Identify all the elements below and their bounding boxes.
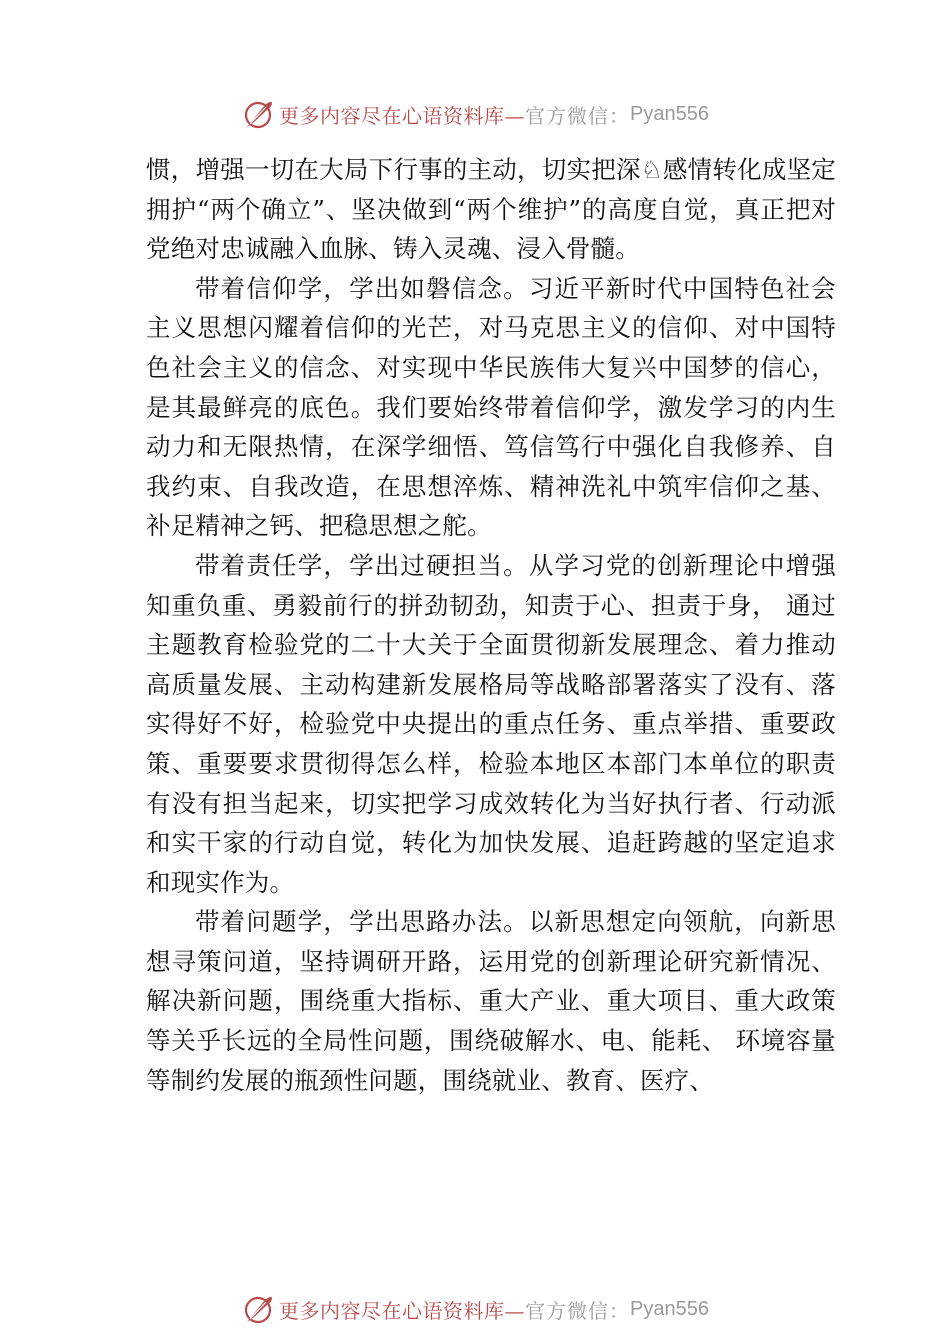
banner-wechat-label: 官方微信： [525,103,631,128]
banner-wechat-label: 官方微信： [525,1298,631,1323]
banner-wechat-id: Pyan556 [630,102,709,125]
quill-seal-icon [241,97,275,131]
document-body [146,150,836,1100]
header-banner [0,94,950,134]
quill-seal-icon [241,1292,275,1326]
banner-wechat-id: Pyan556 [630,1297,709,1320]
footer-banner [0,1289,950,1329]
paragraph-continued: 惯，增强一切在大局下行事的主动，切实把深♘感情转化成坚定拥护“两个确立”、坚决做到“两个维护”的高度自觉，真正把对党绝对忠诚融入血脉、铸入灵魂、浸入骨髓。 [146,155,836,264]
paragraph-problems: 带着问题学，学出思路办法。以新思想定向领航，向新思想寻策问道，坚持调研开路，运用党的创新理论研究新情况、解决新问题，围绕重大指标、重大产业、重大项目、重大政策等关乎长远的全局性问题，围绕破解水、电、能耗、 环境容量等制约发展的瓶颈性问题，围绕就业、教育、医疗、 [146,907,836,1095]
banner-text: 更多内容尽在心语资料库— [279,103,526,128]
paragraph-faith: 带着信仰学，学出如磐信念。习近平新时代中国特色社会主义思想闪耀着信仰的光芒，对马克思主义的信仰、对中国特色社会主义的信念、对实现中华民族伟大复兴中国梦的信心，是其最鲜亮的底色。我们要始终带着信仰学，激发学习的内生动力和无限热情，在深学细悟、笃信笃行中强化自我修养、自我约束、自我改造，在思想淬炼、精神洗礼中筑牢信仰之基、补足精神之钙、把稳思想之舵。 [146,273,836,541]
paragraph-responsibility: 带着责任学，学出过硬担当。从学习党的创新理论中增强知重负重、勇毅前行的拼劲韧劲，知责于心、担责于身， 通过主题教育检验党的二十大关于全面贯彻新发展理念、着力推动高质量发展、主动构建新发展格局等战略部署落实了没有、落实得好不好，检验党中央提出的重点任务、重点举措、重要政策、重要要求贯彻得怎么样，检验本地区本部门本单位的职责有没有担当起来，切实把学习成效转化为当好执行者、行动派和实干家的行动自觉，转化为加快发展、追赶跨越的坚定追求和现实作为。 [146,550,836,897]
banner-text: 更多内容尽在心语资料库— [279,1298,526,1323]
